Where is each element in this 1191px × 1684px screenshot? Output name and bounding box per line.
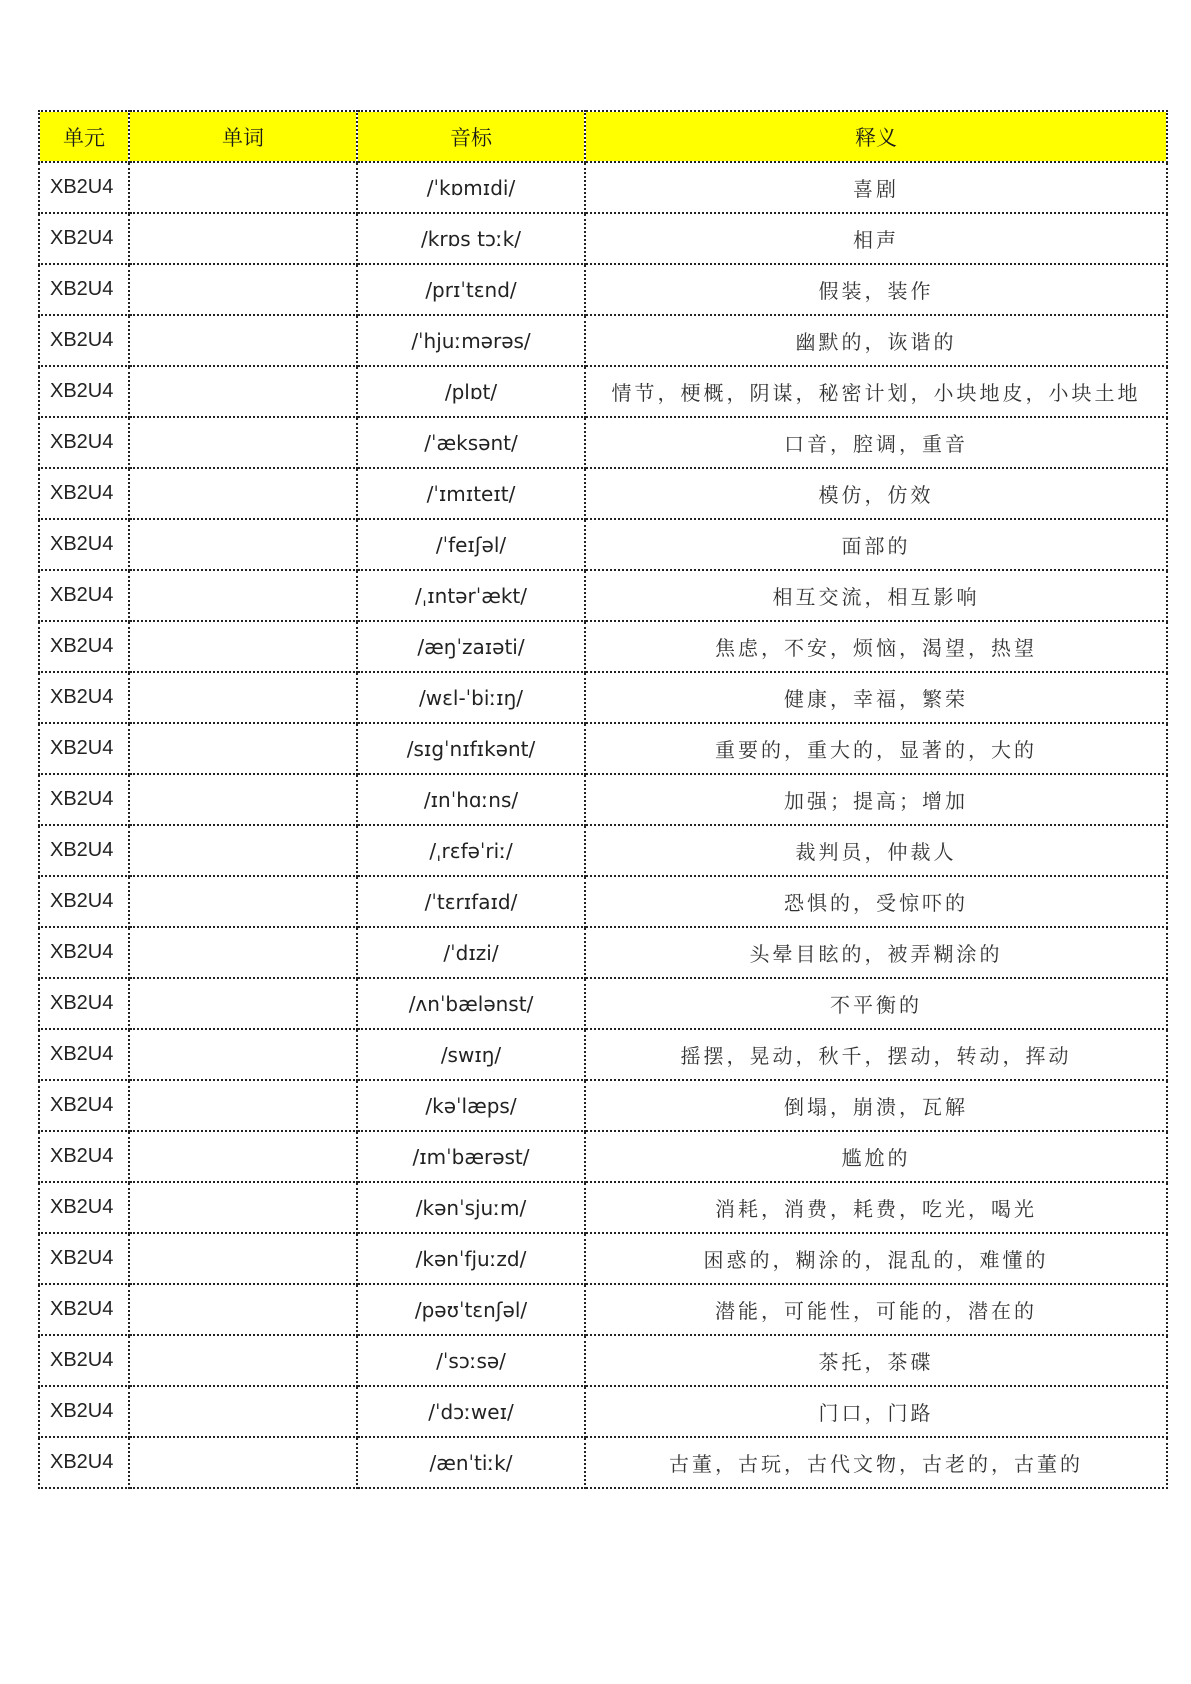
- phonetic-cell: /ʌnˈbælənst/: [357, 978, 585, 1029]
- word-cell: [129, 366, 357, 417]
- unit-cell: XB2U4: [39, 519, 129, 570]
- phonetic-cell: /plɒt/: [357, 366, 585, 417]
- unit-cell: XB2U4: [39, 1437, 129, 1488]
- phonetic-cell: /ˈɪmɪteɪt/: [357, 468, 585, 519]
- unit-cell: XB2U4: [39, 1284, 129, 1335]
- phonetic-cell: /ˈtɛrɪfaɪd/: [357, 876, 585, 927]
- table-row: [39, 876, 1167, 927]
- meaning-cell: 相互交流，相互影响: [585, 570, 1167, 621]
- meaning-cell: 模仿，仿效: [585, 468, 1167, 519]
- word-cell: [129, 672, 357, 723]
- table-row: [39, 519, 1167, 570]
- phonetic-cell: /ˌrɛfəˈriː/: [357, 825, 585, 876]
- table-row: [39, 366, 1167, 417]
- table-row: [39, 1233, 1167, 1284]
- meaning-cell: 假装，装作: [585, 264, 1167, 315]
- word-cell: [129, 1335, 357, 1386]
- word-cell: [129, 1131, 357, 1182]
- table-row: [39, 417, 1167, 468]
- unit-cell: XB2U4: [39, 213, 129, 264]
- meaning-cell: 古董，古玩，古代文物，古老的，古董的: [585, 1437, 1167, 1488]
- header-meaning: 释义: [585, 111, 1167, 162]
- unit-cell: XB2U4: [39, 978, 129, 1029]
- table-row: [39, 927, 1167, 978]
- table-row: [39, 1131, 1167, 1182]
- unit-cell: XB2U4: [39, 264, 129, 315]
- meaning-cell: 潜能，可能性，可能的，潜在的: [585, 1284, 1167, 1335]
- phonetic-cell: /pəʊˈtɛnʃəl/: [357, 1284, 585, 1335]
- table-row: [39, 621, 1167, 672]
- meaning-cell: 重要的，重大的，显著的，大的: [585, 723, 1167, 774]
- table-row: [39, 1029, 1167, 1080]
- unit-cell: XB2U4: [39, 621, 129, 672]
- word-cell: [129, 213, 357, 264]
- word-cell: [129, 978, 357, 1029]
- unit-cell: XB2U4: [39, 315, 129, 366]
- phonetic-cell: /krɒs tɔːk/: [357, 213, 585, 264]
- unit-cell: XB2U4: [39, 1131, 129, 1182]
- unit-cell: XB2U4: [39, 366, 129, 417]
- word-cell: [129, 825, 357, 876]
- phonetic-cell: /kənˈsjuːm/: [357, 1182, 585, 1233]
- unit-cell: XB2U4: [39, 825, 129, 876]
- word-cell: [129, 927, 357, 978]
- phonetic-cell: /ˌɪntərˈækt/: [357, 570, 585, 621]
- word-cell: [129, 417, 357, 468]
- word-cell: [129, 1029, 357, 1080]
- table-row: [39, 162, 1167, 213]
- phonetic-cell: /ɪnˈhɑːns/: [357, 774, 585, 825]
- word-cell: [129, 1284, 357, 1335]
- word-cell: [129, 876, 357, 927]
- table-row: [39, 672, 1167, 723]
- meaning-cell: 茶托，茶碟: [585, 1335, 1167, 1386]
- table-row: [39, 825, 1167, 876]
- vocabulary-rows: [39, 162, 1167, 1488]
- unit-cell: XB2U4: [39, 1080, 129, 1131]
- phonetic-cell: /kənˈfjuːzd/: [357, 1233, 585, 1284]
- meaning-cell: 加强；提高；增加: [585, 774, 1167, 825]
- meaning-cell: 困惑的，糊涂的，混乱的，难懂的: [585, 1233, 1167, 1284]
- word-cell: [129, 774, 357, 825]
- meaning-cell: 尴尬的: [585, 1131, 1167, 1182]
- meaning-cell: 不平衡的: [585, 978, 1167, 1029]
- word-cell: [129, 1437, 357, 1488]
- phonetic-cell: /wɛl-ˈbiːɪŋ/: [357, 672, 585, 723]
- word-cell: [129, 1182, 357, 1233]
- phonetic-cell: /ˈkɒmɪdi/: [357, 162, 585, 213]
- meaning-cell: 口音，腔调，重音: [585, 417, 1167, 468]
- unit-cell: XB2U4: [39, 876, 129, 927]
- word-cell: [129, 621, 357, 672]
- table-row: [39, 1437, 1167, 1488]
- meaning-cell: 焦虑，不安，烦恼，渴望，热望: [585, 621, 1167, 672]
- meaning-cell: 门口，门路: [585, 1386, 1167, 1437]
- meaning-cell: 面部的: [585, 519, 1167, 570]
- table-row: [39, 1386, 1167, 1437]
- vocabulary-sheet: [38, 110, 1166, 1489]
- meaning-cell: 头晕目眩的，被弄糊涂的: [585, 927, 1167, 978]
- word-cell: [129, 570, 357, 621]
- vocabulary-table: [38, 110, 1168, 1489]
- meaning-cell: 倒塌，崩溃，瓦解: [585, 1080, 1167, 1131]
- table-row: [39, 723, 1167, 774]
- unit-cell: XB2U4: [39, 1029, 129, 1080]
- word-cell: [129, 468, 357, 519]
- meaning-cell: 裁判员，仲裁人: [585, 825, 1167, 876]
- unit-cell: XB2U4: [39, 1335, 129, 1386]
- header-unit: 单元: [39, 111, 129, 162]
- phonetic-cell: /swɪŋ/: [357, 1029, 585, 1080]
- word-cell: [129, 1233, 357, 1284]
- unit-cell: XB2U4: [39, 417, 129, 468]
- table-row: [39, 1284, 1167, 1335]
- phonetic-cell: /ˈfeɪʃəl/: [357, 519, 585, 570]
- unit-cell: XB2U4: [39, 723, 129, 774]
- unit-cell: XB2U4: [39, 927, 129, 978]
- unit-cell: XB2U4: [39, 162, 129, 213]
- phonetic-cell: /kəˈlæps/: [357, 1080, 585, 1131]
- table-row: [39, 1182, 1167, 1233]
- header-row: [39, 111, 1167, 162]
- phonetic-cell: /ˈæksənt/: [357, 417, 585, 468]
- meaning-cell: 摇摆，晃动，秋千，摆动，转动，挥动: [585, 1029, 1167, 1080]
- phonetic-cell: /ˈdɔːweɪ/: [357, 1386, 585, 1437]
- unit-cell: XB2U4: [39, 774, 129, 825]
- word-cell: [129, 723, 357, 774]
- meaning-cell: 健康，幸福，繁荣: [585, 672, 1167, 723]
- phonetic-cell: /æŋˈzaɪəti/: [357, 621, 585, 672]
- phonetic-cell: /ɪmˈbærəst/: [357, 1131, 585, 1182]
- meaning-cell: 消耗，消费，耗费，吃光，喝光: [585, 1182, 1167, 1233]
- unit-cell: XB2U4: [39, 468, 129, 519]
- word-cell: [129, 162, 357, 213]
- phonetic-cell: /sɪgˈnɪfɪkənt/: [357, 723, 585, 774]
- table-row: [39, 1335, 1167, 1386]
- table-row: [39, 213, 1167, 264]
- meaning-cell: 幽默的，诙谐的: [585, 315, 1167, 366]
- word-cell: [129, 1080, 357, 1131]
- phonetic-cell: /prɪˈtɛnd/: [357, 264, 585, 315]
- table-row: [39, 570, 1167, 621]
- table-row: [39, 315, 1167, 366]
- word-cell: [129, 315, 357, 366]
- meaning-cell: 相声: [585, 213, 1167, 264]
- unit-cell: XB2U4: [39, 570, 129, 621]
- table-row: [39, 468, 1167, 519]
- phonetic-cell: /ˈdɪzi/: [357, 927, 585, 978]
- unit-cell: XB2U4: [39, 1386, 129, 1437]
- table-row: [39, 264, 1167, 315]
- meaning-cell: 恐惧的，受惊吓的: [585, 876, 1167, 927]
- meaning-cell: 喜剧: [585, 162, 1167, 213]
- phonetic-cell: /ænˈtiːk/: [357, 1437, 585, 1488]
- phonetic-cell: /ˈsɔːsə/: [357, 1335, 585, 1386]
- table-row: [39, 774, 1167, 825]
- table-row: [39, 1080, 1167, 1131]
- word-cell: [129, 519, 357, 570]
- phonetic-cell: /ˈhjuːmərəs/: [357, 315, 585, 366]
- word-cell: [129, 1386, 357, 1437]
- unit-cell: XB2U4: [39, 1182, 129, 1233]
- unit-cell: XB2U4: [39, 1233, 129, 1284]
- header-word: 单词: [129, 111, 357, 162]
- header-phonetic: 音标: [357, 111, 585, 162]
- word-cell: [129, 264, 357, 315]
- table-row: [39, 978, 1167, 1029]
- meaning-cell: 情节，梗概，阴谋，秘密计划，小块地皮，小块土地: [585, 366, 1167, 417]
- unit-cell: XB2U4: [39, 672, 129, 723]
